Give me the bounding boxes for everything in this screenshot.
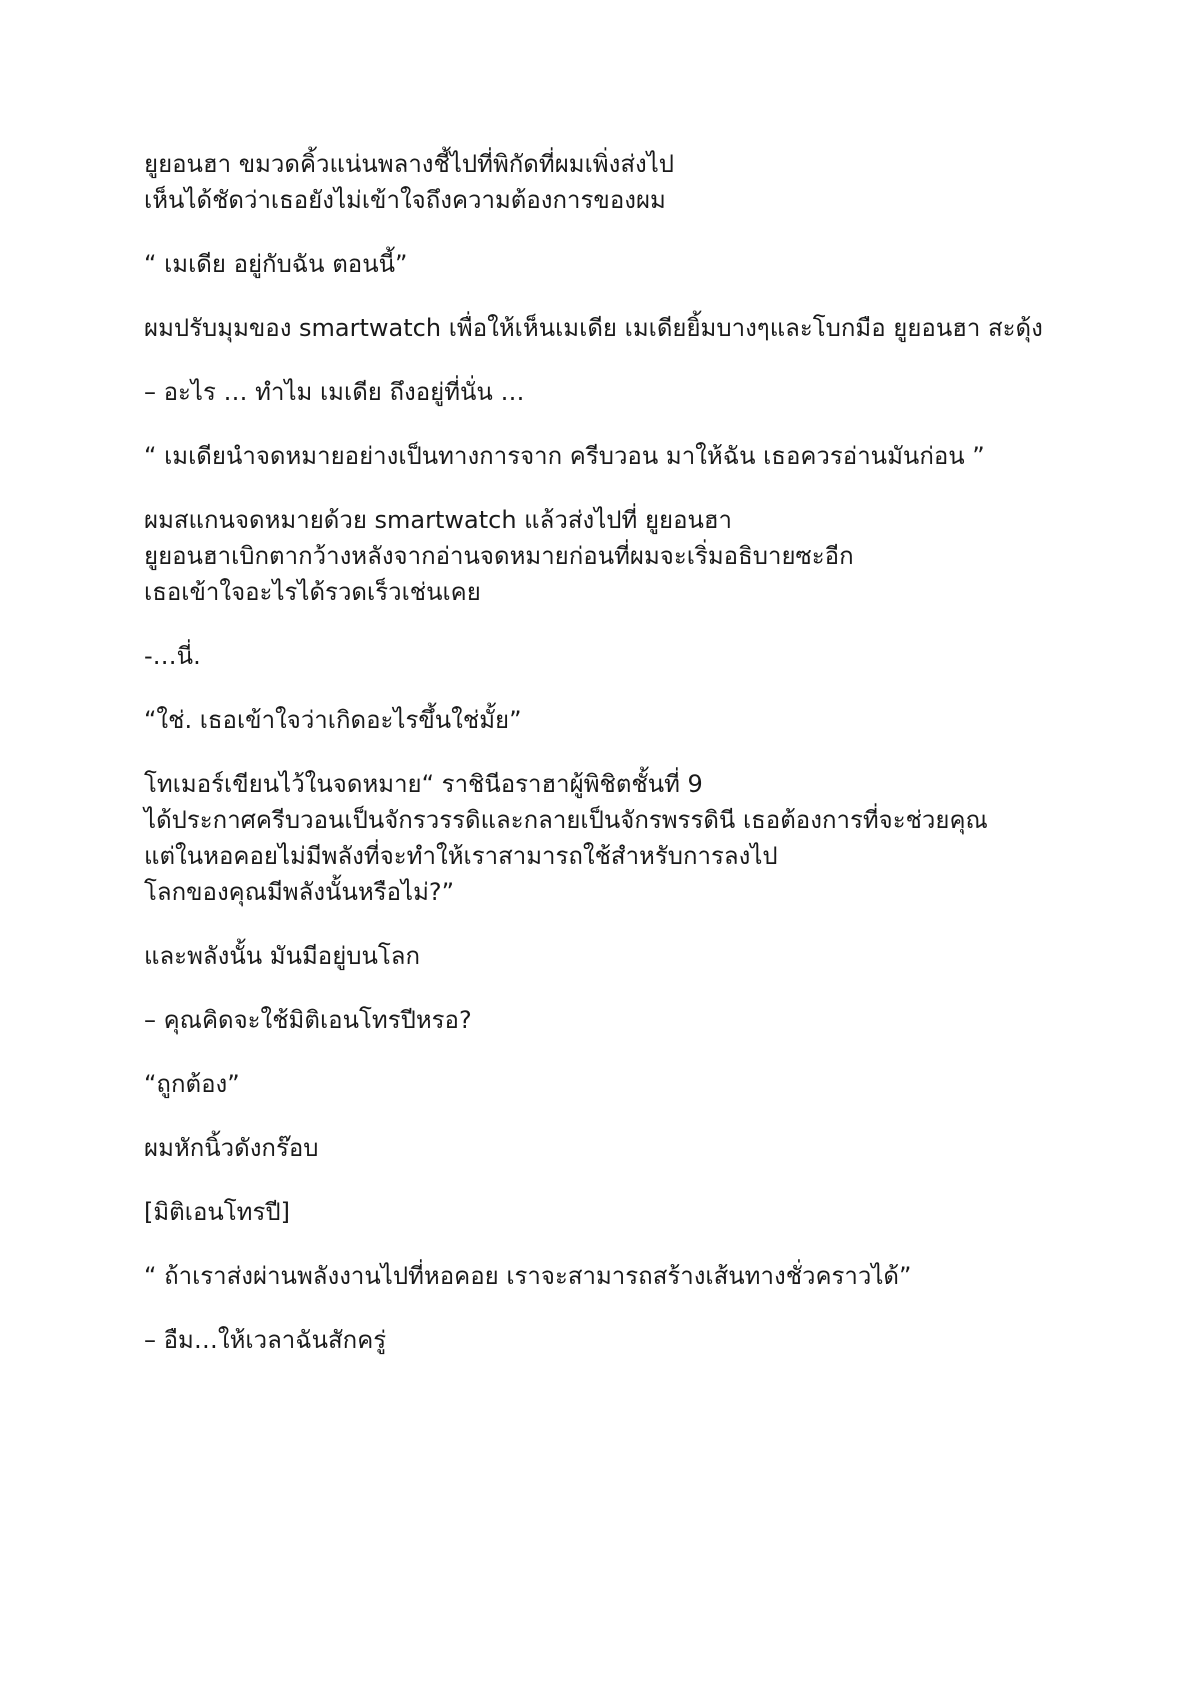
text-line: – อะไร … ทำไม เมเดีย ถึงอยู่ที่นั่น … [144,378,525,406]
text-line: “ใช่. เธอเข้าใจว่าเกิดอะไรขึ้นใช่มั้ย” [144,706,522,734]
paragraph [144,374,1064,410]
paragraph [144,638,1064,674]
paragraph [144,1194,1064,1230]
paragraph [144,1066,1064,1102]
text-line: โทเมอร์เขียนไว้ในจดหมาย“ ราชินีอราฮาผู้พิชิตชั้นที่ 9 [144,770,703,798]
paragraph [144,1258,1064,1294]
text-line: ยูยอนฮาเบิกตากว้างหลังจากอ่านจดหมายก่อนที่ผมจะเริ่มอธิบายซะอีก [144,542,854,570]
text-line: ได้ประกาศครีบวอนเป็นจักรวรรดิและกลายเป็นจักรพรรดินี เธอต้องการที่จะช่วยคุณ [144,806,988,834]
paragraph [144,310,1064,346]
text-line: “ ถ้าเราส่งผ่านพลังงานไปที่หอคอย เราจะสามารถสร้างเส้นทางชั่วคราวได้” [144,1262,912,1290]
text-line: [มิติเอนโทรปี] [144,1198,290,1226]
text-line: – อืม…ให้เวลาฉันสักครู่ [144,1326,387,1354]
text-line: ผมปรับมุมของ smartwatch เพื่อให้เห็นเมเดีย เมเดียยิ้มบางๆและโบกมือ ยูยอนฮา สะดุ้ง [144,314,1043,342]
paragraph [144,1130,1064,1166]
text-line: ยูยอนฮา ขมวดคิ้วแน่นพลางชี้ไปที่พิกัดที่ผมเพิ่งส่งไป [144,150,674,178]
text-line: “ถูกต้อง” [144,1070,240,1098]
text-line: “ เมเดีย อยู่กับฉัน ตอนนี้” [144,250,408,278]
paragraph [144,702,1064,738]
document-body [144,146,1064,1386]
text-line: – คุณคิดจะใช้มิติเอนโทรปีหรอ? [144,1006,472,1034]
paragraph [144,766,1064,910]
text-line: -…นี่. [144,642,201,670]
text-line: และพลังนั้น มันมีอยู่บนโลก [144,942,421,970]
text-line: เธอเข้าใจอะไรได้รวดเร็วเช่นเคย [144,578,481,606]
text-line: แต่ในหอคอยไม่มีพลังที่จะทำให้เราสามารถใช้สำหรับการลงไป [144,842,778,870]
text-line: “ เมเดียนำจดหมายอย่างเป็นทางการจาก ครีบวอน มาให้ฉัน เธอควรอ่านมันก่อน ” [144,442,985,470]
paragraph [144,938,1064,974]
paragraph [144,438,1064,474]
paragraph [144,1002,1064,1038]
text-line: โลกของคุณมีพลังนั้นหรือไม่?” [144,878,455,906]
text-line: ผมสแกนจดหมายด้วย smartwatch แล้วส่งไปที่ ยูยอนฮา [144,506,733,534]
text-line: ผมหักนิ้วดังกร๊อบ [144,1134,319,1162]
text-line: เห็นได้ชัดว่าเธอยังไม่เข้าใจถึงความต้องการของผม [144,186,666,214]
paragraph [144,146,1064,218]
paragraph [144,1322,1064,1358]
paragraph [144,502,1064,610]
paragraph [144,246,1064,282]
